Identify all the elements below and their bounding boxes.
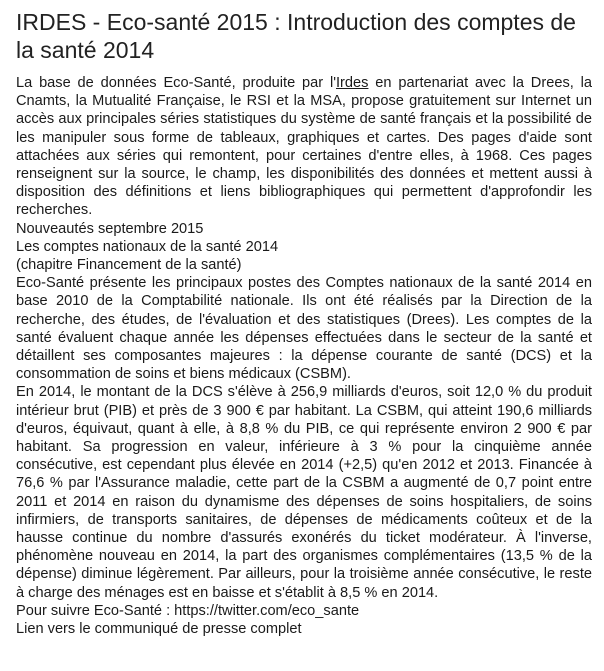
follow-line[interactable]: Pour suivre Eco-Santé : https://twitter.com/eco_sante (16, 602, 360, 619)
article-title: IRDES - Eco-santé 2015 : Introduction des comptes de la santé 2014 (16, 9, 576, 63)
news-subheading: Les comptes nationaux de la santé 2014 (16, 238, 279, 255)
intro-text-before: La base de données Eco-Santé, produite par l' (16, 75, 336, 91)
body-paragraph-2: En 2014, le montant de la DCS s'élève à 256,9 milliards d'euros, soit 12,0 % du produit intérieur brut (PIB) et près de 3 900 € par habitant. La CSBM, qui atteint 190,6 milliards d'euros, équivaut, quant à elle, à 8,8 % du PIB, ce qui représente environ 2 900 € par habitant. Sa progression en valeur, inférieure à 3 % pour la cinquième année consécutive, est cependant plus élevée en 2014 (+2,5) qu'en 2012 et 2013. Financée à 76,6 % par l'Assurance maladie, cette part de la CSBM a augmenté de 0,7 point entre 2011 et 2014 en raison du dynamisme des dépenses de soins hospitaliers, de soins infirmiers, de transports sanitaires, de dépenses de médicaments coûteux et de la hausse continue du nombre d'assurés exonérés du ticket modérateur. À l'inverse, phénomène nouveau en 2014, la part des organismes complémentaires (13,5 % de la dépense) diminue légèrement. Par ailleurs, pour la troisième année consécutive, le reste à charge des ménages est en baisse et s'établit à 8,5 % en 2014. (16, 384, 592, 601)
intro-text-after: en partenariat avec la Drees, la Cnamts, la Mutualité Française, le RSI et la MSA, propose gratuitement sur Internet un accès aux principales séries statistiques du système de santé français et la possibilité de les manipuler sous forme de tableaux, graphiques et cartes. Des pages d'aide sont attachées aux séries qui remontent, pour certaines d'entre elles, à 1968. Ces pages renseignent sur la source, le champ, les disponibilités des données et mettent aussi à disposition des définitions et liens bibliographiques qui permettent d'approfondir les recherches. (16, 75, 592, 219)
news-chapter: (chapitre Financement de la santé) (16, 257, 242, 274)
news-heading: Nouveautés septembre 2015 (16, 220, 204, 237)
press-release-link[interactable]: Lien vers le communiqué de presse complet (16, 621, 302, 638)
body-paragraph-1: Eco-Santé présente les principaux postes des Comptes nationaux de la santé 2014 en base 2010 de la Comptabilité nationale. Ils ont été réalisés par la Direction de la recherche, des études, de l'évaluation et des statistiques (Drees). Les comptes de la santé évaluent chaque année les dépenses effectuées dans le secteur de la santé et détaillent ses composantes majeures : la dépense courante de santé (DCS) et la consommation de soins et biens médicaux (CSBM). (16, 275, 592, 383)
irdes-link[interactable]: Irdes (336, 75, 369, 91)
intro-paragraph (16, 74, 592, 220)
article-body (16, 74, 592, 638)
